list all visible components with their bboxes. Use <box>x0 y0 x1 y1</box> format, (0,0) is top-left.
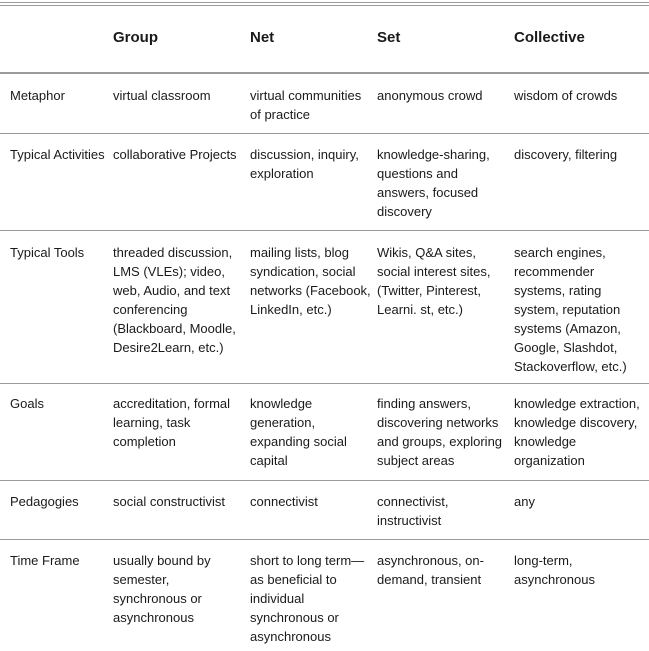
row-label: Metaphor <box>10 88 65 103</box>
cell-set: anonymous crowd <box>377 88 483 103</box>
row-separator <box>0 383 649 384</box>
row-label: Pedagogies <box>10 494 79 509</box>
header-collective: Collective <box>514 29 585 46</box>
header-group: Group <box>113 29 158 46</box>
cell-net: connectivist <box>250 494 318 509</box>
cell-collective: any <box>514 494 535 509</box>
cell-group: virtual classroom <box>113 88 211 103</box>
row-separator <box>0 133 649 134</box>
cell-net: short to long term—as beneficial to individual synchronous or asynchronous <box>250 553 365 644</box>
cell-net: mailing lists, blog syndication, social networks (Facebook, LinkedIn, etc.) <box>250 245 371 317</box>
cell-collective: long-term, asynchronous <box>514 553 595 587</box>
cell-net: discussion, inquiry, exploration <box>250 147 359 181</box>
cell-set: Wikis, Q&A sites, social interest sites, (Twitter, Pinterest, Learni. st, etc.) <box>377 245 491 317</box>
cell-group: usually bound by semester, synchronous or asynchronous <box>113 553 211 625</box>
header-net: Net <box>250 29 275 46</box>
cell-net: knowledge generation, expanding social capital <box>250 396 347 468</box>
cell-collective: wisdom of crowds <box>514 88 618 103</box>
cell-collective: knowledge extraction, knowledge discovery, knowledge organization <box>514 396 640 468</box>
header-set: Set <box>377 29 401 46</box>
cell-group: threaded discussion, LMS (VLEs); video, web, Audio, and text conferencing (Blackboard, Moodle, Desire2Learn, etc.) <box>113 245 236 355</box>
header-separator <box>0 72 649 74</box>
cell-group: collaborative Projects <box>113 147 237 162</box>
row-separator <box>0 230 649 231</box>
cell-group: social constructivist <box>113 494 225 509</box>
cell-group: accreditation, formal learning, task completion <box>113 396 231 449</box>
cell-set: knowledge-sharing, questions and answers, focused discovery <box>377 147 490 219</box>
cell-collective: discovery, filtering <box>514 147 618 162</box>
row-label: Goals <box>10 396 44 411</box>
row-label: Typical Tools <box>10 245 85 260</box>
row-label: Time Frame <box>10 553 80 568</box>
cell-collective: search engines, recommender systems, rating system, reputation systems (Amazon, Google, Slashdot, Stackoverflow, etc.) <box>514 245 627 374</box>
cell-set: asynchronous, on-demand, transient <box>377 553 484 587</box>
row-separator <box>0 480 649 481</box>
top-rule <box>0 2 649 6</box>
row-label: Typical Activities <box>10 147 105 162</box>
cell-net: virtual communities of practice <box>250 88 362 122</box>
cell-set: finding answers, discovering networks and groups, exploring subject areas <box>377 396 503 468</box>
cell-set: connectivist, instructivist <box>377 494 449 528</box>
row-separator <box>0 539 649 540</box>
